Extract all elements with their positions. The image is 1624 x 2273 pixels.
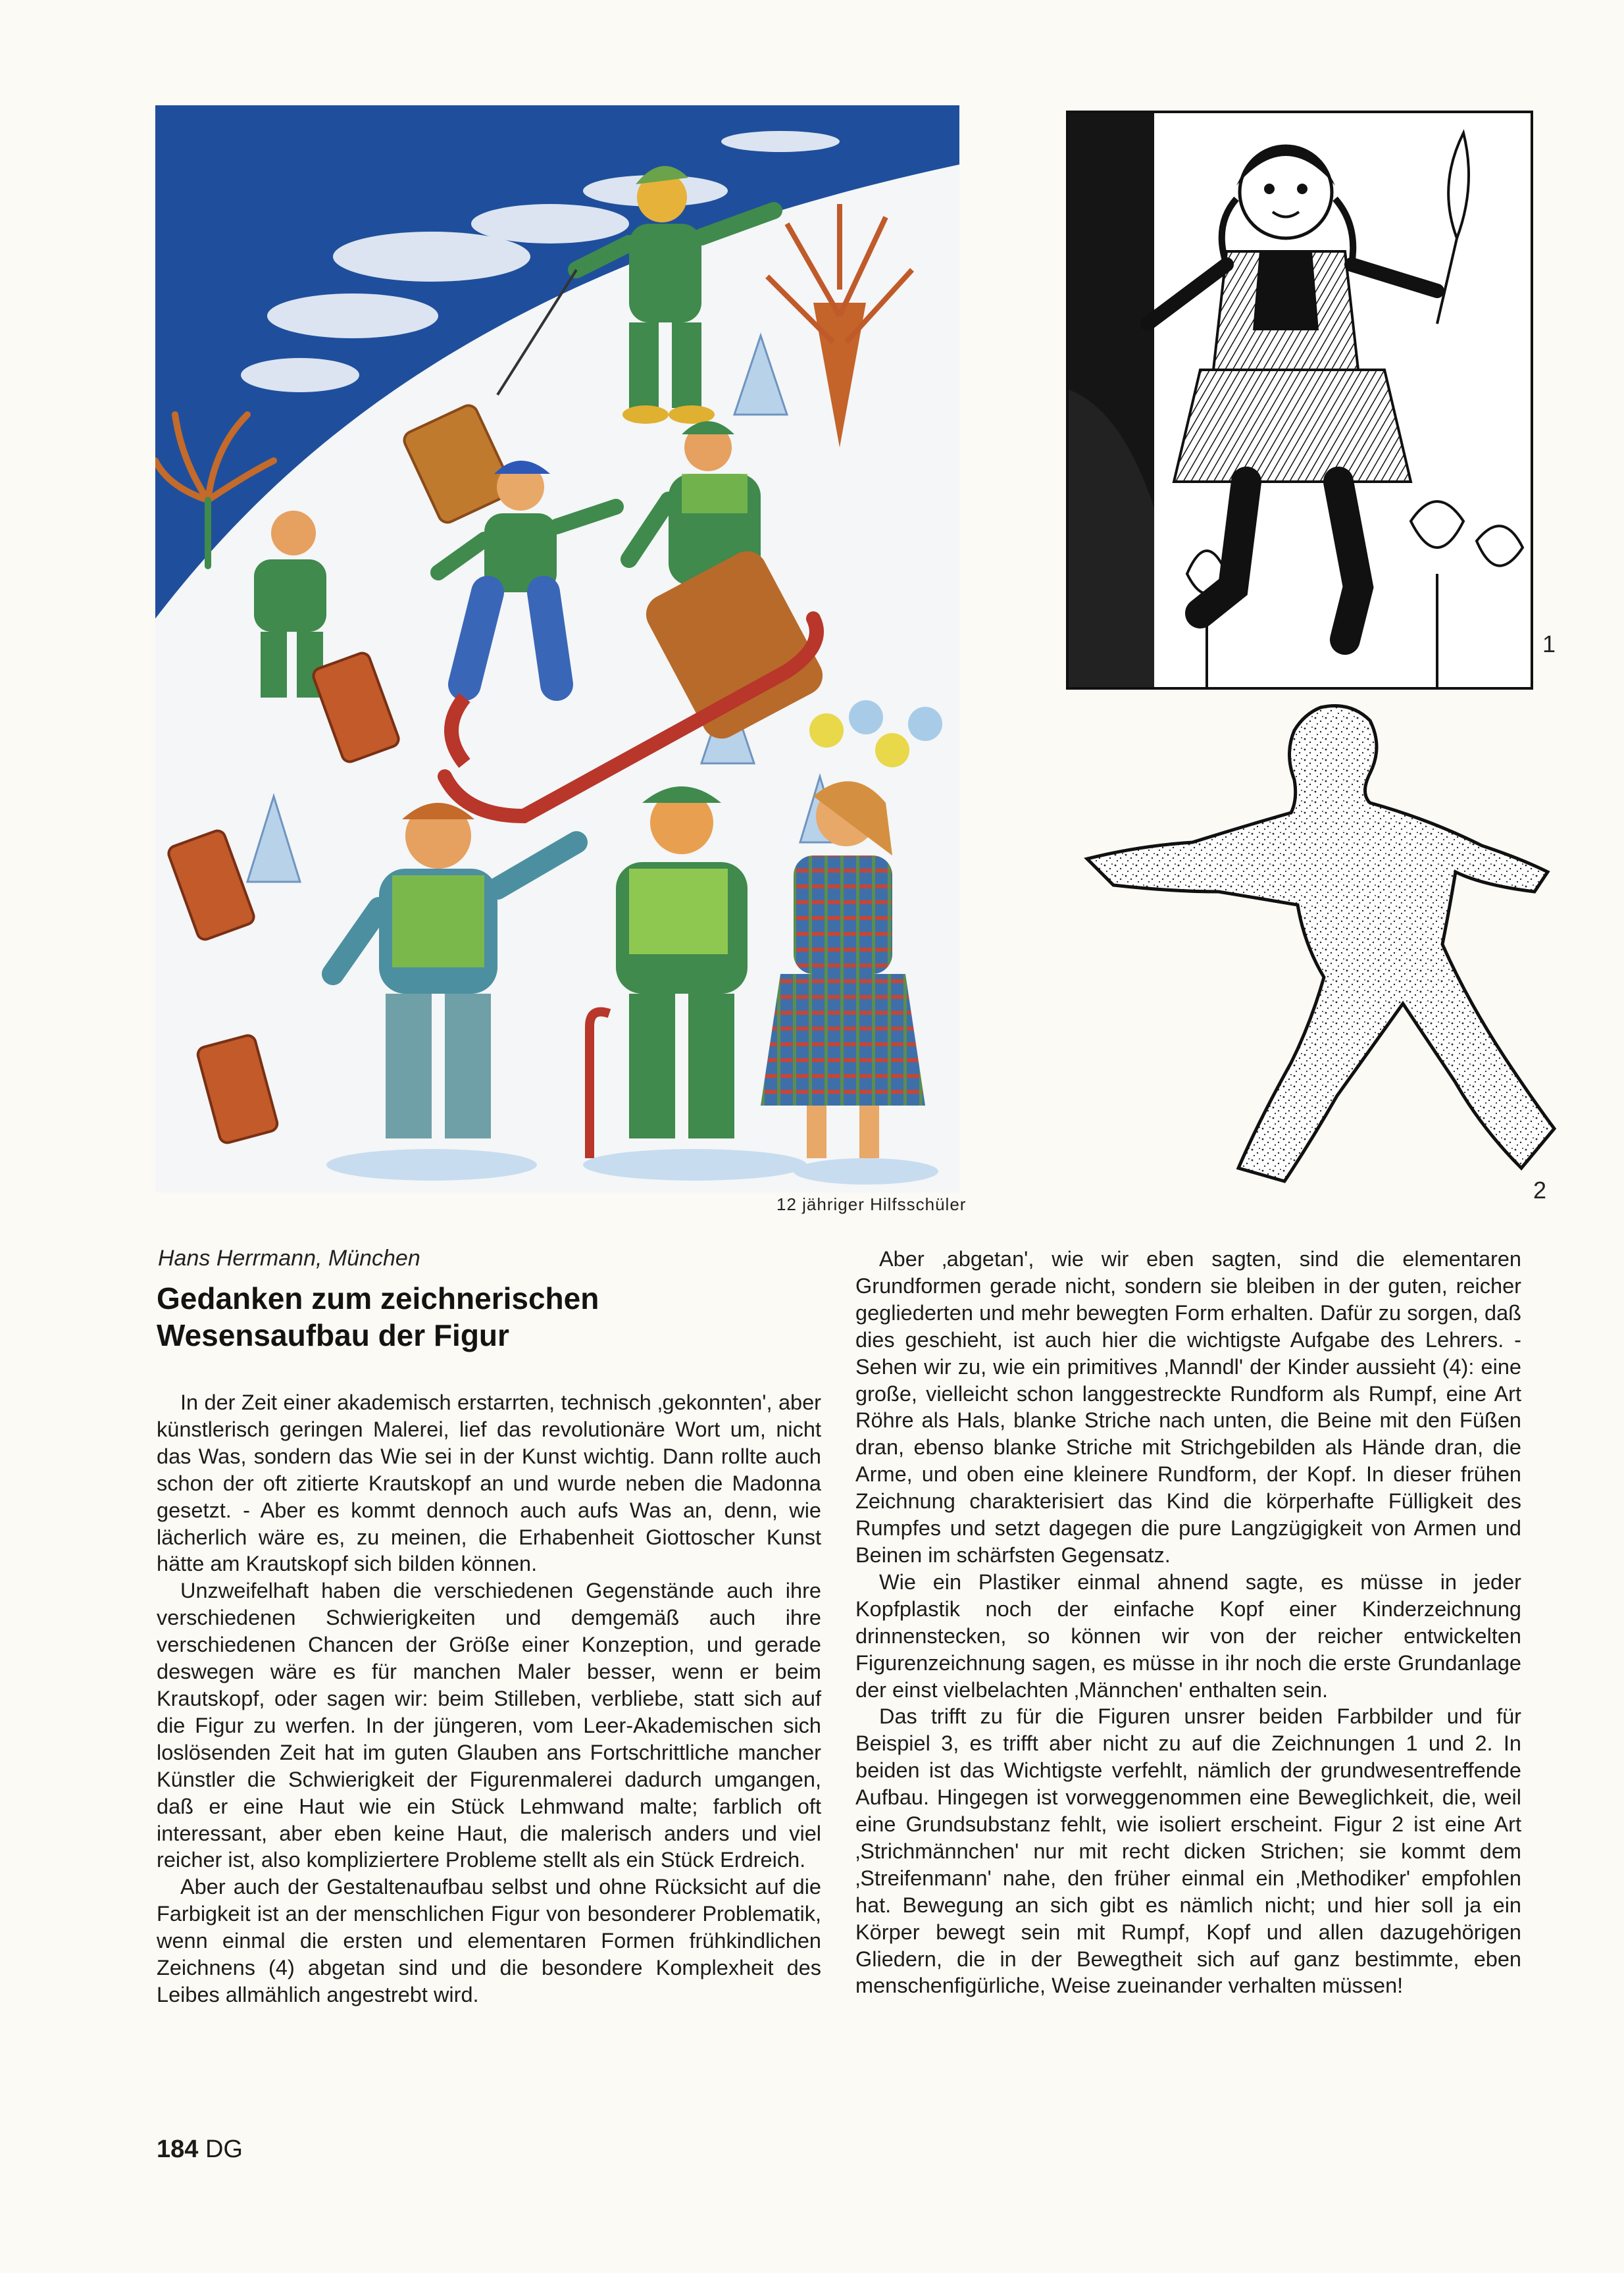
article-title-line-2: Wesensaufbau der Figur <box>157 1318 509 1352</box>
page-number: 184 <box>157 2135 199 2163</box>
figure-2-number: 2 <box>1533 1177 1547 1204</box>
paragraph: Unzweifelhaft haben die verschiedenen Gegenstände auch ihre verschiedenen Schwierigkeiten und demgemäß auch ihre verschiedenen Chancen der Größe einer Konzeption, und gerade deswegen wäre es für manchen Maler besser, wenn er beim Krautskopf, oder sagen wir: beim Stilleben, verbliebe, statt sich auf die Figur zu werfen. In der jüngeren, vom Leer-Akademischen sich loslösenden Zeit hat im guten Glauben ans Fortschrittliche mancher Künstler die Schwierigkeit der Figurenmalerei dadurch umgangen, daß er eine Haut wie ein Stück Lehmwand malte; farblich oft interessant, aber eben keine Haut, die malerisch anders und viel reicher ist, also kompliziertere Probleme stellt als ein Stück Erdreich. <box>157 1579 821 1872</box>
paragraph: Das trifft zu für die Figuren unsrer beiden Farbbilder und für Beispiel 3, es trifft aber nicht zu auf die Zeichnungen 1 und 2. In beiden ist das Wichtigste verfehlt, nämlich der grundwesentreffende Aufbau. Hingegen ist vorweggenommen eine Beweglichkeit, die, weil eine Grundsubstanz fehlt, wie isoliert erscheint. Figur 2 ist eine Art ‚Strichmännchen' nur mit recht dicken Strichen; sie kommt dem ‚Streifenmann' nahe, den früher einmal ein ‚Methodiker' empfohlen hat. Bewegung an sich gibt es nämlich nicht; und hier soll ja ein Körper bewegt sein mit Rumpf, Kopf und allen dazugehörigen Gliedern, die in der Bewegtheit sich auf ganz bestimmte, eben menschenfigürliche, Weise zueinander verhalten müssen! <box>855 1704 1521 1998</box>
sledding-painting <box>155 105 959 1192</box>
figure-1-skirt <box>1174 370 1411 482</box>
page-footer <box>157 2135 243 2164</box>
paragraph: Aber ‚abgetan', wie wir eben sagten, sind die elementaren Grundformen gerade nicht, sondern sie bleiben in der guten, reicher gegliederten und mehr bewegten Form erhalten. Dafür zu sorgen, daß dies geschieht, ist auch hier die wichtigste Aufgabe des Lehrers. - Sehen wir zu, wie ein primitives ‚Manndl' der Kinder aussieht (4): eine große, vielleicht schon langgestreckte Rundform als Rumpf, eine Art Röhre als Hals, blanke Striche nach unten, die Beine mit den Füßen dran, ebenso blanke Striche mit Strichgebilden als Hände dran, die Arme, und oben eine kleinere Rundform, der Kopf. In dieser frühen Zeichnung charakterisiert das Kind die körperhafte Fülligkeit des Rumpfes und setzt dagegen die pure Langzügigkeit von Armen und Beinen im schärfsten Gegensatz. <box>855 1247 1521 1567</box>
figure-2-outline <box>1087 706 1554 1182</box>
paragraph: Aber auch der Gestaltenaufbau selbst und ohne Rücksicht auf die Farbigkeit ist an der menschlichen Figur von besonderer Problematik, wenn einmal die ersten und elementaren Formen frühkindlichen Zeichnens (4) abgetan sind und die besondere Komplexheit des Leibes allmählich angestrebt wird. <box>157 1875 821 2006</box>
figure-1-number: 1 <box>1542 630 1556 657</box>
main-figure-caption: 12 jähriger Hilfsschüler <box>776 1194 967 1214</box>
figure-1-girl-drawing <box>1066 111 1533 690</box>
article-column-left <box>157 1389 821 2008</box>
figure-2-walking-silhouette <box>1061 694 1561 1194</box>
journal-abbreviation: DG <box>205 2135 243 2163</box>
paragraph: In der Zeit einer akademisch erstarrten, technisch ‚gekonnten', aber künstlerisch geringen Malerei, lief das revolutionäre Wort um, nicht das Was, sondern das Wie sei in der Kunst wichtig. Dann rollte auch schon der oft zitierte Krautskopf an und wurde neben die Madonna gesetzt. - Aber es kommt dennoch auch aufs Was an, denn, wie lächerlich wäre es, zu meinen, die Erhabenheit Giottoscher Kunst hätte am Krautskopf sich bilden können. <box>157 1391 821 1576</box>
article-title <box>157 1280 599 1354</box>
article-title-line-1: Gedanken zum zeichnerischen <box>157 1281 599 1315</box>
figure-1-head <box>1240 146 1332 238</box>
article-column-right <box>855 1246 1521 1999</box>
article-author: Hans Herrmann, München <box>158 1246 420 1271</box>
paragraph: Wie ein Plastiker einmal ahnend sagte, es müsse in jeder Kopfplastik noch der einfache Kopf einer Kinderzeichnung drinnenstecken, so können wir von der reicher entwickelten Figurenzeichnung sagen, es müsse in ihr noch die erste Grundanlage der einst vielbelachten ‚Männchen' enthalten sein. <box>855 1570 1521 1702</box>
